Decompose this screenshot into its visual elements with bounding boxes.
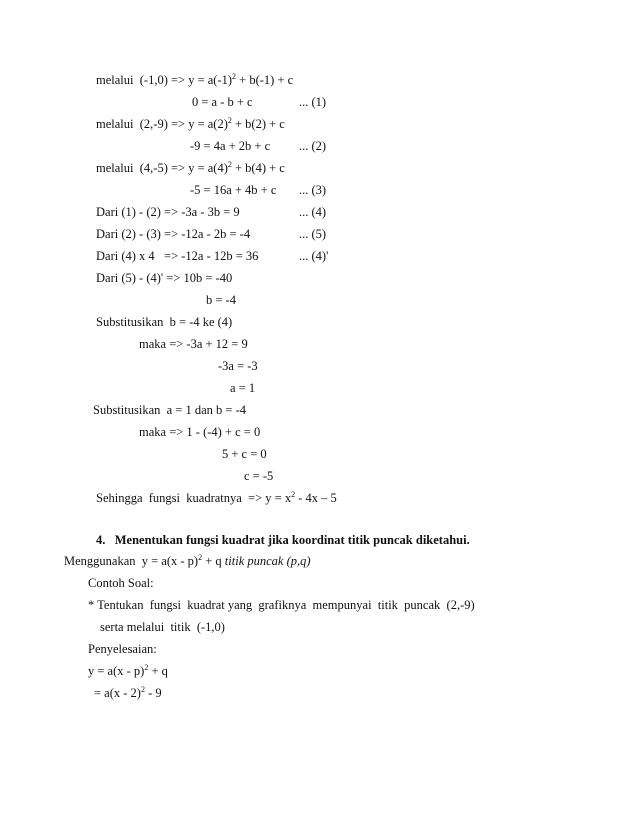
equation-tag-5: ... (5) [299,227,327,241]
line-26: Penyelesaian: [88,642,157,656]
line-7: Dari (1) - (2) => -3a - 3b = 9 [96,205,240,219]
line-12: Substitusikan b = -4 ke (4) [96,315,233,329]
line-17: maka => 1 - (-4) + c = 0 [139,425,261,439]
line-28: = a(x - 2)$^2$ - 9 [94,684,162,700]
line-3: melalui $(2,-9) => y = a(2)^2 + b(2) + c$ [96,115,285,131]
equation-tag-4-prime: ... (4)' [299,249,329,263]
line-25: serta melalui titik (-1,0) [100,620,225,634]
section-heading: 4. Menentukan fungsi kuadrat jika koordinat titik puncak diketahui. [96,533,470,547]
line-1: melalui $(-1,0) => y = a(-1)^2 + b(-1) + c$ [96,71,294,87]
line-14: -3a = -3 [218,359,258,373]
line-9: Dari (4) x 4 => -12a - 12b = 36 [96,249,259,263]
equation-1: 0 = a - b + c [192,95,253,109]
line-10: Dari (5) - (4)' => 10b = -40 [96,271,233,285]
equation-tag-3: ... (3) [299,183,327,197]
line-13: maka => -3a + 12 = 9 [139,337,248,351]
line-27: y = a(x - p)$^2$ + q [88,662,168,678]
equation-tag-4: ... (4) [299,205,327,219]
line-24: * Tentukan fungsi kuadrat yang grafiknya mempunyai titik puncak (2,-9) [88,598,475,612]
equation-tag-2: ... (2) [299,139,327,153]
line-19: c = -5 [244,469,274,483]
line-5: melalui $(4,-5) => y = a(4)^2 + b(4) + c$ [96,159,285,175]
equation-3: -5 = 16a + 4b + c [190,183,277,197]
line-11: b = -4 [206,293,236,307]
line-15: a = 1 [230,381,256,395]
equation-tag-1: ... (1) [299,95,327,109]
line-22: Menggunakan y = a(x - p)$^2$ + q titik puncak (p,q) [64,552,311,568]
line-8: Dari (2) - (3) => -12a - 2b = -4 [96,227,251,241]
line-16: Substitusikan a = 1 dan b = -4 [93,403,246,417]
line-20: Sehingga fungsi kuadratnya => $y = x^2 - 4x - 5$ [96,489,337,505]
line-23: Contoh Soal: [88,576,154,590]
line-18: 5 + c = 0 [222,447,267,461]
equation-2: -9 = 4a + 2b + c [190,139,271,153]
